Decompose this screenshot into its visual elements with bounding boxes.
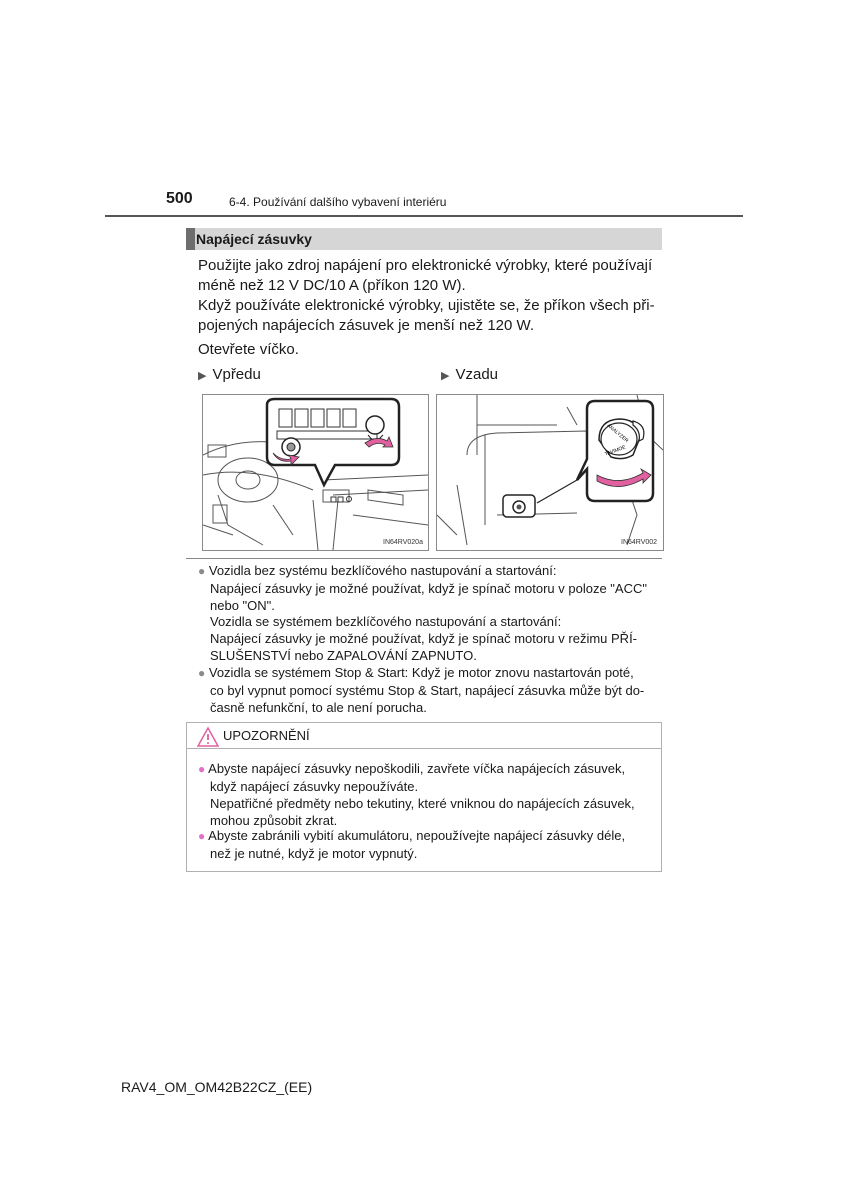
- warning-text: když napájecí zásuvky nepoužíváte.: [210, 779, 419, 794]
- rear-figure-code: IN64RV002: [621, 539, 658, 546]
- rear-label-text: Vzadu: [455, 366, 499, 383]
- warning-text: Abyste napájecí zásuvky nepoškodili, zavřete víčka napájecích zásuvek,: [208, 761, 626, 776]
- front-label-text: Vpředu: [212, 366, 261, 383]
- rear-label: [441, 366, 498, 383]
- bullet-icon: ●: [198, 829, 206, 843]
- warning-icon: [196, 726, 220, 748]
- front-label: [198, 366, 261, 383]
- note-text: časně nefunkční, to ale není porucha.: [210, 700, 427, 715]
- note-text: SLUŠENSTVÍ nebo ZAPALOVÁNÍ ZAPNUTO.: [210, 648, 477, 663]
- note-text: Vozidla se systémem Stop & Start: Když je motor znovu nastartován poté,: [208, 665, 634, 680]
- note-item: [198, 613, 664, 664]
- warning-text: mohou způsobit zkrat.: [210, 813, 338, 828]
- note-item: [198, 664, 664, 716]
- rear-figure: [436, 394, 664, 551]
- note-text: Napájecí zásuvky je možné používat, když je spínač motoru v poloze "ACC": [210, 581, 647, 596]
- warning-title: UPOZORNĚNÍ: [223, 728, 310, 743]
- bullet-icon: ●: [198, 762, 206, 776]
- bullet-icon: ●: [198, 666, 206, 680]
- intro-line: pojených napájecích zásuvek je menší než 120 W.: [198, 317, 535, 334]
- page-heading: Napájecí zásuvky: [196, 231, 312, 247]
- warning-divider: [186, 748, 662, 749]
- page-number: 500: [166, 190, 193, 207]
- note-item: [198, 562, 664, 614]
- note-text: Vozidla bez systému bezklíčového nastupování a startování:: [208, 563, 557, 578]
- triangle-icon: ▶: [198, 370, 207, 382]
- open-lid-text: Otevřete víčko.: [198, 341, 299, 358]
- note-text: Vozidla se systémem bezklíčového nastupování a startování:: [210, 614, 562, 629]
- header-divider: [105, 215, 743, 217]
- intro-line: méně než 12 V DC/10 A (příkon 120 W).: [198, 277, 466, 294]
- intro-line: Použijte jako zdroj napájení pro elektronické výrobky, které používají: [198, 257, 653, 274]
- note-text: co byl vypnut pomocí systému Stop & Start, napájecí zásuvka může být do-: [210, 683, 645, 698]
- footer-code: RAV4_OM_OM42B22CZ_(EE): [121, 1079, 313, 1095]
- warning-item: [198, 827, 664, 862]
- front-figure-code: IN64RV020a: [383, 539, 423, 546]
- warning-item: [198, 760, 664, 829]
- warning-text: Abyste zabránili vybití akumulátoru, nepoužívejte napájecí zásuvky déle,: [208, 828, 626, 843]
- notes-divider: [186, 558, 662, 559]
- front-figure: [202, 394, 429, 551]
- dashboard-illustration: [203, 395, 428, 550]
- intro-line: Když používáte elektronické výrobky, ujistěte se, že příkon všech při-: [198, 297, 655, 314]
- note-text: nebo "ON".: [210, 598, 275, 613]
- section-title: 6-4. Používání dalšího vybavení interiéru: [229, 195, 447, 209]
- cap-label: ANALYZER: [605, 422, 630, 445]
- note-text: Napájecí zásuvky je možné používat, když je spínač motoru v režimu PŘÍ-: [210, 631, 638, 646]
- warning-text: než je nutné, když je motor vypnutý.: [210, 846, 418, 861]
- triangle-icon: ▶: [441, 370, 450, 382]
- warning-text: Nepatřičné předměty nebo tekutiny, které vniknou do napájecích zásuvek,: [210, 796, 635, 811]
- bullet-icon: ●: [198, 564, 206, 578]
- intro-paragraph: [198, 256, 658, 336]
- rear-console-illustration: [437, 395, 663, 550]
- cap-label: TAVIMOE: [604, 444, 627, 458]
